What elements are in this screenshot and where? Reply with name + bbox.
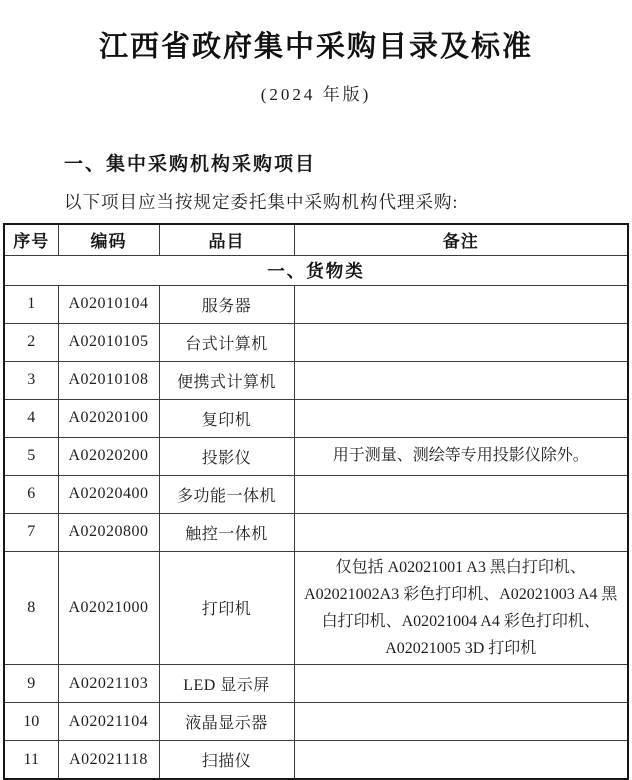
cell-remark	[294, 741, 628, 779]
cell-row-number: 1	[4, 285, 58, 323]
table-body	[4, 255, 628, 779]
cell-item: 台式计算机	[159, 323, 294, 361]
document-title: 江西省政府集中采购目录及标准	[98, 31, 533, 63]
cell-code: A02020800	[58, 513, 159, 551]
cell-code: A02020200	[58, 437, 159, 475]
cell-item: 打印机	[159, 551, 294, 665]
cell-row-number: 4	[4, 399, 58, 437]
cell-row-number: 11	[4, 741, 58, 779]
cell-row-number: 8	[4, 551, 58, 665]
cell-remark	[294, 513, 628, 551]
column-header-item: 品目	[159, 224, 294, 255]
cell-row-number: 7	[4, 513, 58, 551]
cell-remark	[294, 665, 628, 703]
cell-remark	[294, 285, 628, 323]
cell-remark: 用于测量、测绘等专用投影仪除外。	[294, 437, 628, 475]
edition-label: (2024 年版)	[260, 85, 372, 104]
table-row	[4, 361, 628, 399]
section-heading: 一、集中采购机构采购项目	[64, 154, 317, 175]
cell-code: A02020100	[58, 399, 159, 437]
cell-code: A02021000	[58, 551, 159, 665]
cell-item: 便携式计算机	[159, 361, 294, 399]
category-row	[4, 255, 628, 285]
cell-row-number: 2	[4, 323, 58, 361]
cell-remark	[294, 703, 628, 741]
cell-code: A02021104	[58, 703, 159, 741]
cell-item: 多功能一体机	[159, 475, 294, 513]
cell-code: A02010104	[58, 285, 159, 323]
column-header-no: 序号	[4, 224, 58, 255]
table-row	[4, 513, 628, 551]
table-row	[4, 475, 628, 513]
table-row	[4, 437, 628, 475]
cell-row-number: 10	[4, 703, 58, 741]
cell-remark	[294, 475, 628, 513]
column-header-code: 编码	[58, 224, 159, 255]
cell-row-number: 9	[4, 665, 58, 703]
cell-remark	[294, 323, 628, 361]
table-header-row	[4, 224, 628, 255]
cell-code: A02021118	[58, 741, 159, 779]
cell-row-number: 3	[4, 361, 58, 399]
cell-row-number: 6	[4, 475, 58, 513]
category-label: 一、货物类	[4, 255, 628, 285]
cell-code: A02010105	[58, 323, 159, 361]
cell-item: 投影仪	[159, 437, 294, 475]
cell-remark	[294, 361, 628, 399]
cell-item: LED 显示屏	[159, 665, 294, 703]
cell-code: A02020400	[58, 475, 159, 513]
cell-code: A02010108	[58, 361, 159, 399]
cell-item: 服务器	[159, 285, 294, 323]
cell-code: A02021103	[58, 665, 159, 703]
procurement-catalog-table	[3, 223, 629, 780]
column-header-remark: 备注	[294, 224, 628, 255]
cell-item: 液晶显示器	[159, 703, 294, 741]
table-row	[4, 703, 628, 741]
cell-remark: 仅包括 A02021001 A3 黑白打印机、A02021002A3 彩色打印机、A02021003 A4 黑白打印机、A02021004 A4 彩色打印机、A02021005 3D 打印机	[294, 551, 628, 665]
cell-item: 复印机	[159, 399, 294, 437]
table-row	[4, 323, 628, 361]
table-row	[4, 665, 628, 703]
table-row	[4, 741, 628, 779]
intro-text: 以下项目应当按规定委托集中采购机构代理采购:	[64, 192, 459, 212]
table-row	[4, 399, 628, 437]
cell-item: 触控一体机	[159, 513, 294, 551]
table-row	[4, 285, 628, 323]
cell-row-number: 5	[4, 437, 58, 475]
table-row	[4, 551, 628, 665]
cell-remark	[294, 399, 628, 437]
cell-item: 扫描仪	[159, 741, 294, 779]
